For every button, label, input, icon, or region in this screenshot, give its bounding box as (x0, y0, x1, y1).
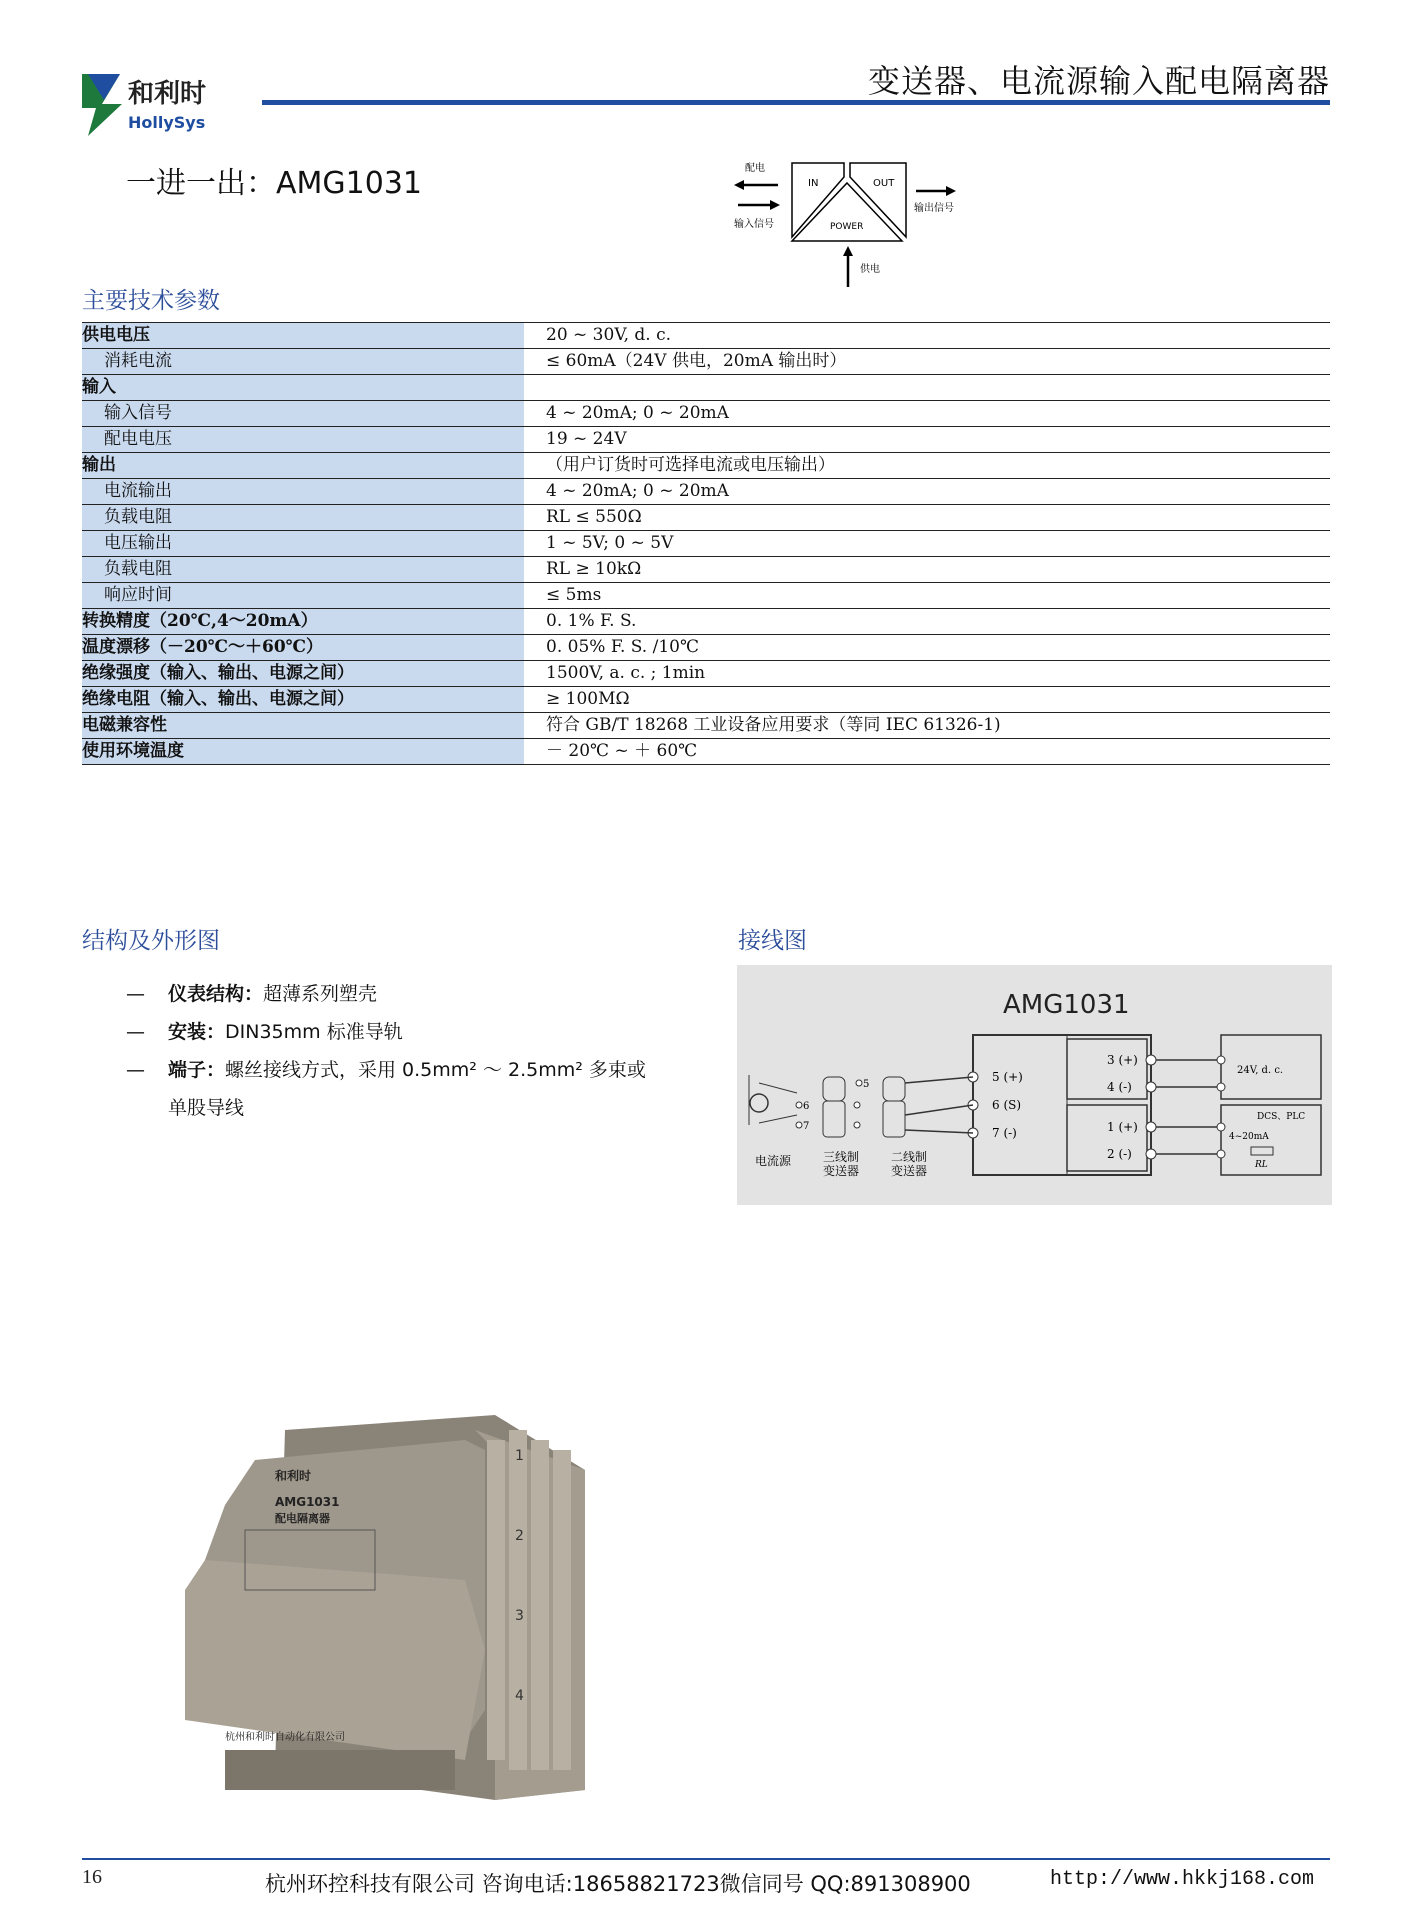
spec-key: 转换精度（20℃,4～20mA） (82, 609, 524, 635)
footer-url[interactable]: http://www.hkkj168.com (1050, 1868, 1315, 1891)
spec-key: 电流输出 (82, 479, 524, 505)
term-2: 2 (-) (1107, 1147, 1132, 1161)
spec-row (82, 739, 1330, 765)
spec-row (82, 401, 1330, 427)
spec-row (82, 609, 1330, 635)
spec-value: 4 ~ 20mA; 0 ~ 20mA (524, 479, 1330, 505)
spec-table (82, 322, 1330, 765)
src-n7: 7 (803, 1121, 810, 1132)
spec-value: ≤ 60mA（24V 供电，20mA 输出时） (524, 349, 1330, 375)
spec-key: 输入信号 (82, 401, 524, 427)
product-title: 一进一出：AMG1031 (126, 166, 423, 201)
arrow-up-icon (843, 246, 853, 256)
spec-row (82, 453, 1330, 479)
spec-row (82, 557, 1330, 583)
spec-key: 绝缘强度（输入、输出、电源之间） (82, 661, 524, 687)
range-label: 4~20mA (1229, 1132, 1269, 1142)
spec-row (82, 687, 1330, 713)
arrow-right-out-icon (946, 186, 956, 196)
spec-key: 供电电压 (82, 323, 524, 349)
spec-value: RL ≥ 10kΩ (524, 557, 1330, 583)
photo-name: 配电隔离器 (275, 1512, 330, 1525)
structure-item: — 仪表结构：超薄系列塑壳 (126, 983, 378, 1005)
section-heading-wiring: 接线图 (738, 928, 807, 954)
src-n6: 6 (803, 1101, 810, 1112)
section-heading-structure: 结构及外形图 (82, 928, 220, 954)
three-wire-transmitter-icon (823, 1077, 845, 1101)
footer-company: 杭州环控科技有限公司 咨询电话:18658821723微信同号 QQ:891308900 (265, 1872, 971, 1896)
spec-value (524, 375, 1330, 401)
spec-key: 温度漂移（－20℃～＋60℃） (82, 635, 524, 661)
spec-value: 19 ~ 24V (524, 427, 1330, 453)
current-source-icon (750, 1094, 768, 1112)
spec-row (82, 323, 1330, 349)
structure-item: — 端子：螺丝接线方式，采用 0.5mm² ～ 2.5mm² 多束或 (126, 1059, 646, 1081)
logo-brand: 和利时 (128, 79, 207, 109)
company-logo (80, 70, 260, 140)
term-1: 1 (+) (1107, 1120, 1138, 1134)
spec-key: 配电电压 (82, 427, 524, 453)
structure-list (126, 975, 686, 1127)
flow-bottom: 供电 (860, 264, 880, 275)
spec-row (82, 375, 1330, 401)
photo-terminal-1: 1 (515, 1448, 524, 1464)
src-2wire-label-2: 变送器 (891, 1164, 928, 1178)
spec-value: RL ≤ 550Ω (524, 505, 1330, 531)
spec-value: ≤ 5ms (524, 583, 1330, 609)
two-wire-transmitter-icon (883, 1077, 905, 1101)
src-3wire-label: 三线制 (823, 1150, 860, 1164)
spec-value: 符合 GB/T 18268 工业设备应用要求（等同 IEC 61326-1) (524, 713, 1330, 739)
document-title: 变送器、电流源输入配电隔离器 (867, 62, 1330, 100)
term-7: 7 (-) (992, 1126, 1017, 1140)
rl-label: RL (1255, 1160, 1268, 1170)
wiring-diagram (737, 965, 1332, 1205)
spec-value: 4 ~ 20mA; 0 ~ 20mA (524, 401, 1330, 427)
header-rule (262, 100, 1330, 105)
spec-key: 输出 (82, 453, 524, 479)
spec-key: 绝缘电阻（输入、输出、电源之间） (82, 687, 524, 713)
term-6: 6 (S) (992, 1098, 1022, 1112)
term-5: 5 (+) (992, 1070, 1023, 1084)
flow-out: OUT (873, 178, 895, 189)
flow-right: 输出信号 (914, 203, 954, 214)
spec-value: 1 ~ 5V; 0 ~ 5V (524, 531, 1330, 557)
flow-left-bottom: 输入信号 (734, 219, 774, 230)
page-number: 16 (82, 1866, 102, 1888)
spec-value: 20 ~ 30V, d. c. (524, 323, 1330, 349)
photo-model: AMG1031 (275, 1495, 340, 1509)
spec-row (82, 661, 1330, 687)
spec-value: ≥ 100MΩ (524, 687, 1330, 713)
photo-terminal-3: 3 (515, 1608, 524, 1624)
spec-row (82, 427, 1330, 453)
structure-item-continuation: 单股导线 (168, 1097, 245, 1119)
spec-key: 响应时间 (82, 583, 524, 609)
spec-key: 负载电阻 (82, 505, 524, 531)
spec-value: － 20℃ ~ ＋ 60℃ (524, 739, 1330, 765)
spec-row (82, 635, 1330, 661)
photo-brand: 和利时 (275, 1469, 312, 1483)
spec-value: 1500V, a. c. ; 1min (524, 661, 1330, 687)
flow-in: IN (808, 178, 819, 189)
term-3: 3 (+) (1107, 1053, 1138, 1067)
supply-label: 24V, d. c. (1237, 1065, 1284, 1076)
footer-rule (82, 1858, 1330, 1860)
spec-key: 消耗电流 (82, 349, 524, 375)
spec-row (82, 713, 1330, 739)
flow-power: POWER (830, 222, 864, 232)
src-3wire-label-2: 变送器 (823, 1164, 860, 1178)
logo-en: HollySys (128, 113, 206, 132)
spec-value: 0. 05% F. S. /10℃ (524, 635, 1330, 661)
photo-maker: 杭州和利时自动化有限公司 (225, 1732, 345, 1743)
src-current-label: 电流源 (755, 1154, 792, 1168)
arrow-left-icon (734, 180, 744, 190)
structure-item: — 安装：DIN35mm 标准导轨 (126, 1021, 403, 1043)
spec-row (82, 479, 1330, 505)
spec-key: 电压输出 (82, 531, 524, 557)
spec-key: 使用环境温度 (82, 739, 524, 765)
spec-row (82, 531, 1330, 557)
spec-key: 负载电阻 (82, 557, 524, 583)
wiring-model: AMG1031 (1003, 990, 1130, 1020)
spec-key: 输入 (82, 375, 524, 401)
spec-row (82, 583, 1330, 609)
dcs-label: DCS、PLC (1257, 1112, 1306, 1122)
flow-left-top: 配电 (745, 163, 765, 174)
spec-row (82, 505, 1330, 531)
spec-value: （用户订货时可选择电流或电压输出） (524, 453, 1330, 479)
photo-terminal-2: 2 (515, 1528, 524, 1544)
arrow-right-icon (770, 200, 780, 210)
section-heading-params: 主要技术参数 (82, 288, 220, 314)
src-2wire-label: 二线制 (891, 1150, 928, 1164)
photo-terminal-4: 4 (515, 1688, 524, 1704)
spec-row (82, 349, 1330, 375)
product-photo (165, 1410, 605, 1800)
spec-key: 电磁兼容性 (82, 713, 524, 739)
term-4: 4 (-) (1107, 1080, 1132, 1094)
spec-value: 0. 1% F. S. (524, 609, 1330, 635)
tx-n5: 5 (863, 1079, 870, 1090)
signal-flow-diagram (730, 155, 990, 290)
